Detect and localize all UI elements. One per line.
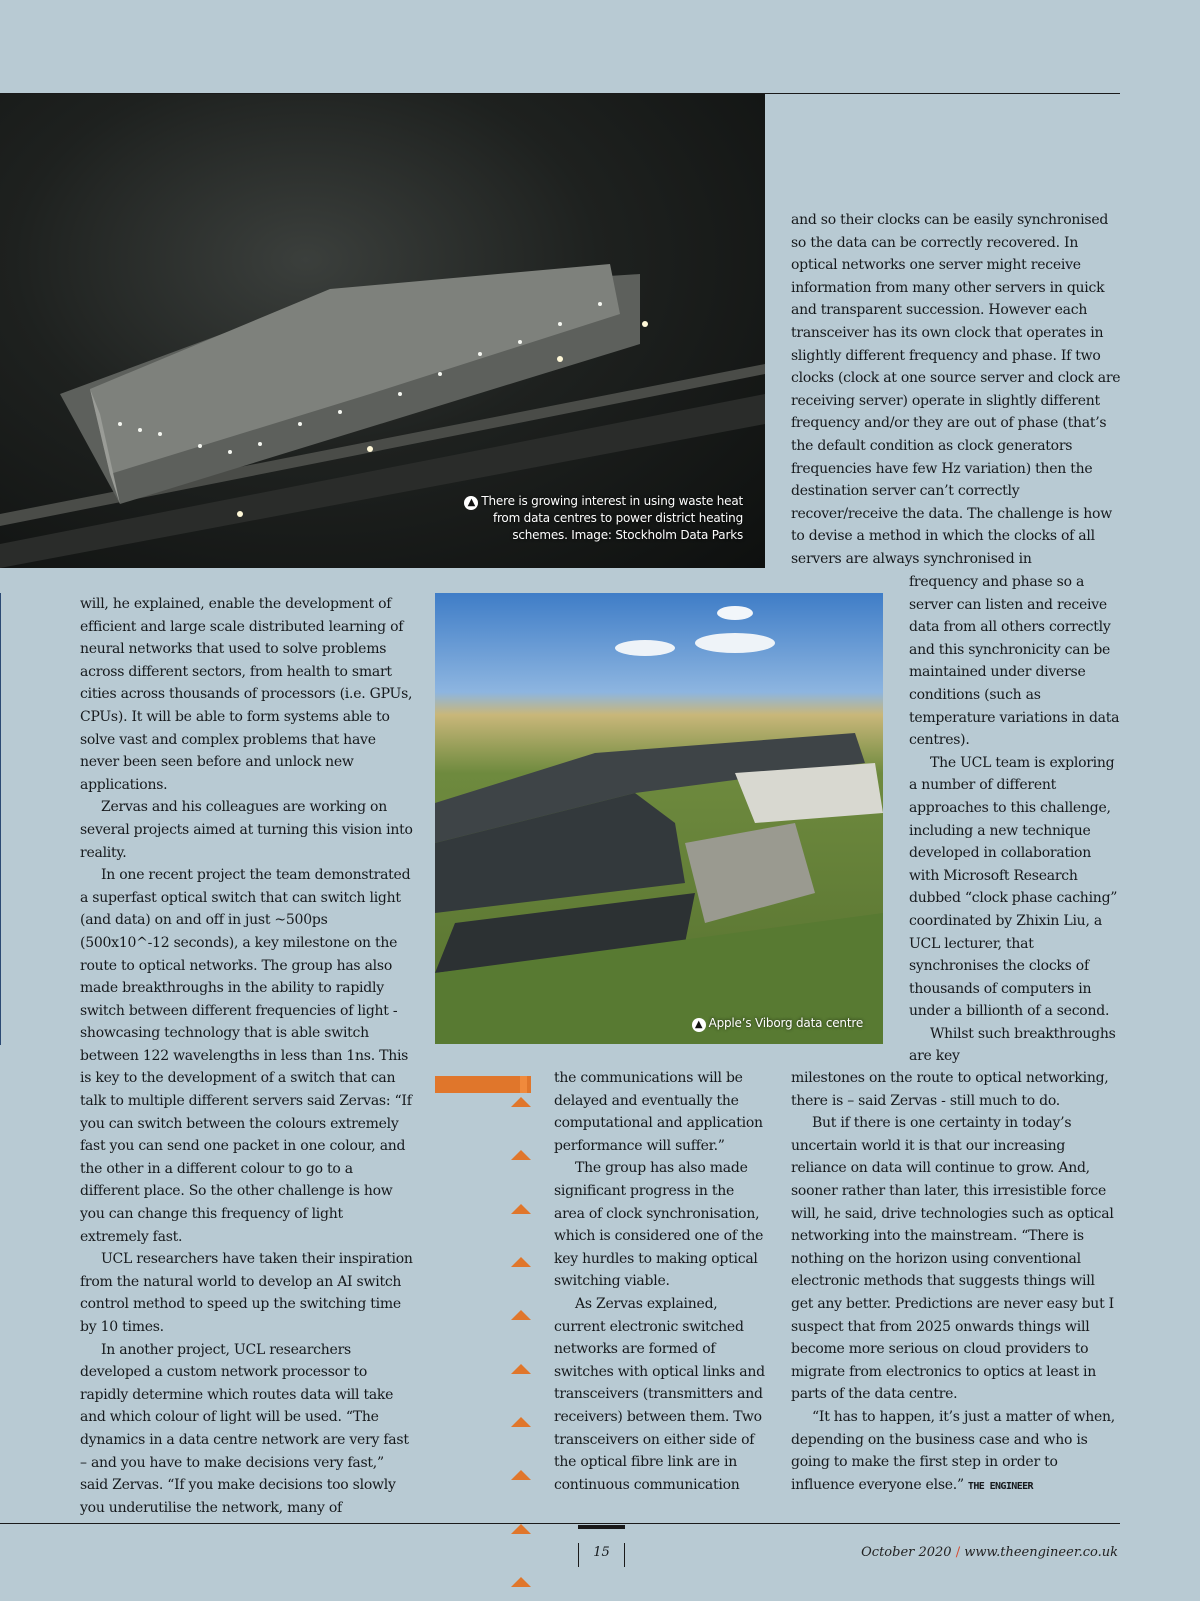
left-edge-line — [0, 593, 1, 1045]
triangle-marker-icon — [511, 1470, 531, 1480]
paragraph: But if there is one certainty in today’s uncertain world it is that our increasing reliance on data will continue to grow. And, sooner rather than later, this irresistible force will, he said, drive technologies such as optical networking into the mainstream. “There is nothing on the horizon using conventional electronic methods that suggests things will get any better. Predictions are never easy but I suspect that from 2025 onwards things will become more serious on cloud providers to migrate from electronics to optics at least in parts of the data centre. — [791, 1115, 1114, 1403]
footer-separator: / — [955, 1545, 961, 1560]
paragraph: the communications will be delayed and eventually the computational and application performance will suffer.” — [554, 1070, 763, 1154]
paragraph: As Zervas explained, current electronic switched networks are formed of switches with optical links and transceivers (transmitters and receivers) between them. Two transceivers on either side of the optical fibre link are in continuous communication — [554, 1295, 765, 1493]
triangle-marker-icon — [511, 1417, 531, 1427]
triangle-marker-icon — [511, 1204, 531, 1214]
left-column — [80, 593, 413, 1519]
the-engineer-end-mark: THE ENGINEER — [967, 1480, 1033, 1492]
paragraph: and so their clocks can be easily synchronised so the data can be correctly recovered. In optical networks one server might receive information from many other servers in quick and transparent succession. However each transceiver has its own clock that operates in slightly different frequency and phase. If two clocks (clock at one source server and clock are receiving server) operate in slightly different frequency and/or they are out of phase (that’s the default condition as clock generators frequencies have few Hz variation) then the destination server can’t correctly recover/receive the data. The challenge is how to devise a method in which the clocks of all servers are always synchronised in — [791, 212, 1121, 567]
page-number: 15 — [593, 1545, 610, 1560]
orange-accent-bar-highlight — [520, 1076, 527, 1093]
paragraph: Whilst such breakthroughs are key — [909, 1025, 1116, 1065]
paragraph: Zervas and his colleagues are working on several projects aimed at turning this vision into reality. — [80, 799, 413, 861]
footer-issue-info — [861, 1545, 1118, 1560]
paragraph: frequency and phase so a server can listen and receive data from all others correctly and this synchronicity can be maintained under diverse conditions (such as temperature variations in data centres). — [909, 574, 1120, 749]
paragraph: The group has also made significant progress in the area of clock synchronisation, which is considered one of the key hurdles to making optical switching viable. — [554, 1160, 764, 1290]
night-photo-caption: ▲ There is growing interest in using waste heat from data centres to power district heating schemes. Image: Stockholm Data Parks — [463, 493, 743, 544]
triangle-marker-icon — [511, 1524, 531, 1534]
middle-column — [554, 1067, 768, 1496]
page-number-tab — [578, 1525, 625, 1529]
triangle-marker-icon — [511, 1150, 531, 1160]
right-column-narrow — [909, 571, 1121, 1068]
right-column-top — [791, 209, 1121, 571]
triangle-marker-icon — [511, 1364, 531, 1374]
paragraph: In another project, UCL researchers developed a custom network processor to rapidly determine which routes data will take and which colour of light will be used. “The dynamics in a data centre network are very fast – and you have to make decisions very fast,” said Zervas. “If you make decisions too slowly you underutilise the network, many of — [80, 1341, 409, 1516]
paragraph: UCL researchers have taken their inspiration from the natural world to develop an AI switch control method to speed up the switching time by 10 times. — [80, 1251, 413, 1335]
paragraph: milestones on the route to optical networking, there is – said Zervas - still much to do. — [791, 1070, 1109, 1109]
footer-date: October 2020 — [861, 1545, 952, 1560]
triangle-marker-icon — [511, 1097, 531, 1107]
triangle-marker-icon — [511, 1257, 531, 1267]
paragraph: will, he explained, enable the development of efficient and large scale distributed learning of neural networks that used to solve problems across different sectors, from health to smart cities across thousands of processors (i.e. GPUs, CPUs). It will be able to form systems able to solve vast and complex problems that have never been seen before and unlock new applications. — [80, 596, 413, 793]
up-arrow-circle-icon: ▲ — [692, 1018, 706, 1032]
orange-accent-bar — [435, 1076, 531, 1093]
right-column-bottom — [791, 1067, 1121, 1498]
bottom-rule — [0, 1523, 1120, 1524]
paragraph: The UCL team is exploring a number of different approaches to this challenge, including a new technique developed in collaboration with Microsoft Research dubbed “clock phase caching” coordinated by Zhixin Liu, a UCL lecturer, that synchronises the clocks of thousands of computers in under a billionth of a second. — [909, 754, 1118, 1020]
footer-website: www.theengineer.co.uk — [964, 1545, 1118, 1560]
night-data-centre-photo — [0, 94, 765, 568]
day-photo-caption: ▲ Apple’s Viborg data centre — [603, 1015, 863, 1032]
triangle-marker-icon — [511, 1310, 531, 1320]
viborg-data-centre-photo — [435, 593, 883, 1044]
paragraph: In one recent project the team demonstrated a superfast optical switch that can switch light (and data) on and off in just ~500ps (500x10^-12 seconds), a key milestone on the route to optical networks. The group has also made breakthroughs in the ability to rapidly switch between different frequencies of light - showcasing technology that is able switch between 122 wavelengths in less than 1ns. This is key to the development of a switch that can talk to multiple different servers said Zervas: “If you can switch between the colours extremely fast you can send one packet in one colour, and the other in a different colour to go to a different place. So the other challenge is how you can change this frequency of light extremely fast. — [80, 867, 412, 1245]
paragraph-final: “It has to happen, it’s just a matter of when, depending on the business case and who is going to make the first step in order to influence everyone else.” THE ENGINEER — [791, 1408, 1115, 1493]
up-arrow-circle-icon: ▲ — [464, 496, 478, 510]
triangle-marker-icon — [511, 1577, 531, 1587]
